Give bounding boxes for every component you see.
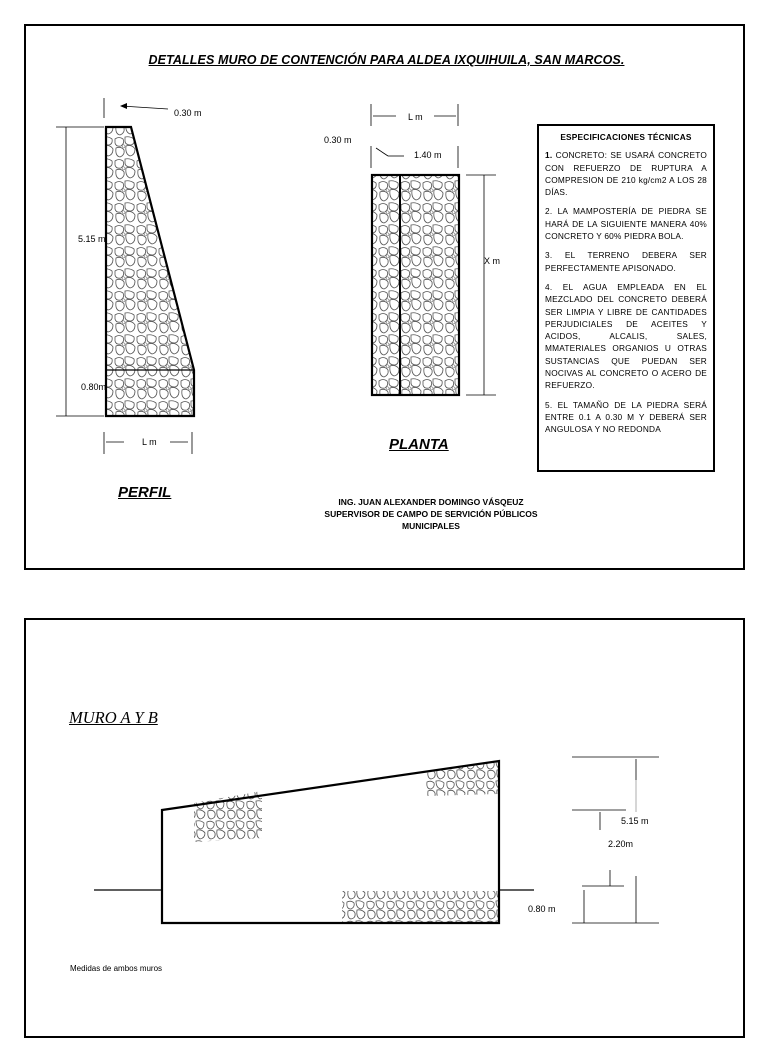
spec-item: 1. CONCRETO: SE USARÁ CONCRETO CON REFUERZO DE RUPTURA A COMPRESION DE 210 kg/cm2 A LOS 28 DÍAS.: [545, 150, 707, 198]
signature-line-1: ING. JUAN ALEXANDER DOMINGO VÁSQEUZ: [338, 497, 524, 507]
wall-elevation-sheet: [24, 618, 745, 1038]
dim-total-height: 5.15 m: [621, 816, 649, 826]
measurements-note: Medidas de ambos muros: [70, 964, 163, 973]
dim-mid-height: 2.20m: [608, 839, 634, 849]
planta-edge: 0.30 m: [324, 135, 352, 145]
perfil-wall: [106, 127, 194, 416]
dim-base-height: 0.80 m: [528, 904, 556, 914]
planta-width: 1.40 m: [414, 150, 442, 160]
detail-sheet: [24, 24, 745, 570]
signature-line-2: SUPERVISOR DE CAMPO DE SERVICIÓN PÚBLICOS: [324, 509, 538, 519]
perfil-label: PERFIL: [118, 484, 172, 501]
planta-top-l: L m: [408, 112, 423, 122]
signature-line-3: MUNICIPALES: [402, 521, 460, 531]
planta-wall: [372, 175, 459, 395]
perfil-base-height: 0.80m: [81, 382, 107, 392]
planta-label: PLANTA: [389, 436, 449, 453]
spec-item: 4. EL AGUA EMPLEADA EN EL MEZCLADO DEL CONCRETO DEBERÁ SER LIMPIA Y LIBRE DE CANTIDADES PERJUDICIALES DE ACEITES Y ACIDOS, ALCALIS, SALES, MMATERIALES ORGANIOS U OTRAS SUSTANCIAS QUE PUEDAN SER NOCIVAS AL CONCRETO O ACERO DE REFUERZO.: [545, 281, 707, 391]
perfil-top-width: 0.30 m: [174, 108, 202, 118]
drawing-title: DETALLES MURO DE CONTENCIÓN PARA ALDEA IXQUIHUILA, SAN MARCOS.: [148, 53, 625, 67]
specifications-box: [537, 124, 715, 472]
elevation-drawing: [26, 620, 747, 1040]
specifications-heading: ESPECIFICACIONES TÉCNICAS: [560, 132, 692, 142]
spec-item: 2. LA MAMPOSTERÍA DE PIEDRA SE HARÁ DE LA SIGUIENTE MANERA 40% CONCRETO Y 60% PIEDRA BOLA.: [545, 206, 707, 242]
spec-item: 3. EL TERRENO DEBERA SER PERFECTAMENTE APISONADO.: [545, 250, 707, 273]
muro-title: MURO A Y B: [69, 708, 158, 727]
perfil-height: 5.15 m: [78, 234, 106, 244]
planta-length: X m: [484, 256, 501, 266]
spec-item: 5. EL TAMAÑO DE LA PIEDRA SERÁ ENTRE 0.1 A 0.30 M Y DEBERÁ SER ANGULOSA Y NO REDONDA: [545, 399, 707, 435]
perfil-base-width: L m: [142, 437, 157, 447]
